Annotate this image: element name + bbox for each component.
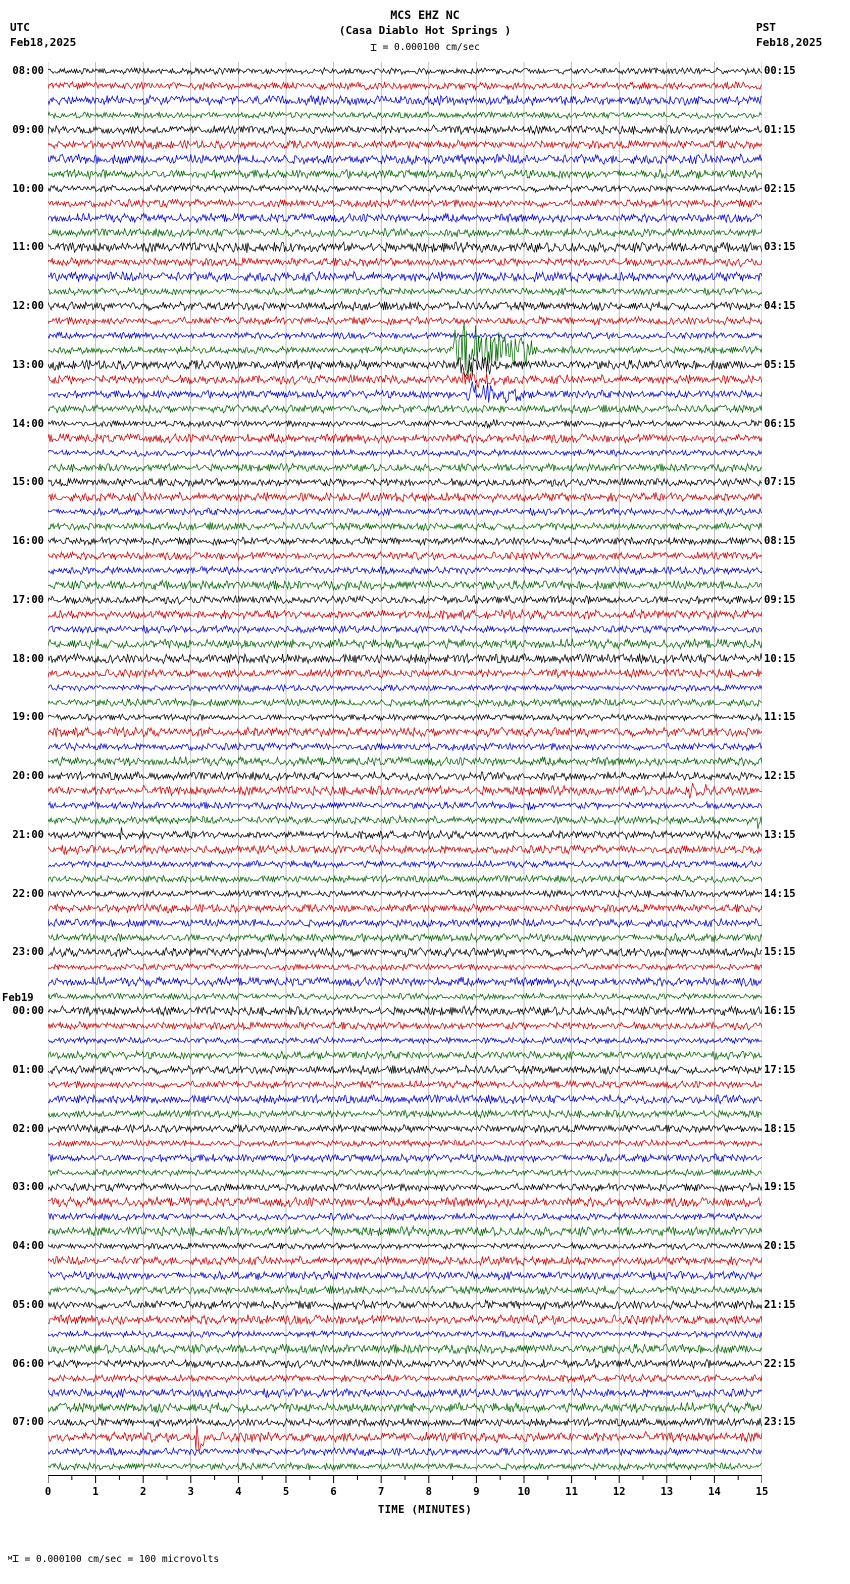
x-tick-label: 13 <box>660 1486 674 1498</box>
trace-line <box>48 382 762 403</box>
trace-line <box>48 82 762 90</box>
trace-line <box>48 653 762 664</box>
utc-hour-label: 21:00 <box>12 828 44 841</box>
trace-line <box>48 1169 762 1176</box>
utc-hour-label: 04:00 <box>12 1240 44 1253</box>
trace-line <box>48 890 762 898</box>
utc-hour-label: 19:00 <box>12 711 44 724</box>
trace-line <box>48 1022 762 1030</box>
scale-legend-text: = 0.000100 cm/sec <box>382 42 480 53</box>
x-tick-label: 14 <box>708 1486 721 1498</box>
pst-hour-label: 22:15 <box>764 1357 796 1370</box>
trace-line <box>48 948 762 958</box>
trace-line <box>48 639 762 649</box>
pst-hour-label: 23:15 <box>764 1416 796 1429</box>
trace-line <box>48 537 762 545</box>
utc-hour-label: 05:00 <box>12 1298 44 1311</box>
trace-line <box>48 95 762 105</box>
trace-line <box>48 1037 762 1044</box>
trace-line <box>48 463 762 472</box>
trace-line <box>48 1359 762 1368</box>
trace-line <box>48 271 762 282</box>
utc-hour-label: 11:00 <box>12 241 44 254</box>
pst-hour-label: 01:15 <box>764 123 796 136</box>
trace-line <box>48 1418 762 1427</box>
x-tick-label: 11 <box>565 1486 578 1498</box>
trace-line <box>48 918 762 927</box>
trace-line <box>48 1051 762 1059</box>
day-break-label: Feb19 <box>2 992 34 1005</box>
trace-line <box>48 522 762 530</box>
footer-prefix-icon: м <box>8 1554 13 1562</box>
trace-line <box>48 1271 762 1280</box>
header-center <box>0 8 850 38</box>
trace-line <box>48 816 762 829</box>
pst-hour-label: 05:15 <box>764 358 796 371</box>
scale-legend <box>0 40 850 53</box>
trace-line <box>48 977 762 987</box>
pst-hour-label: 02:15 <box>764 182 796 195</box>
trace-line <box>48 827 762 840</box>
trace-line <box>48 1140 762 1147</box>
trace-line <box>48 727 762 737</box>
trace-line <box>48 169 762 178</box>
utc-hour-label: 08:00 <box>12 65 44 78</box>
utc-hour-label: 13:00 <box>12 358 44 371</box>
trace-line <box>48 1448 762 1456</box>
pst-hour-label: 18:15 <box>764 1122 796 1135</box>
trace-line <box>48 1154 762 1162</box>
trace-line <box>48 1463 762 1471</box>
trace-line <box>48 772 762 781</box>
station-title: MCS EHZ NC <box>390 8 460 22</box>
utc-hour-label: 15:00 <box>12 476 44 489</box>
trace-line <box>48 1080 762 1088</box>
x-tick-label: 5 <box>282 1486 290 1498</box>
trace-line <box>48 1344 762 1354</box>
trace-line <box>48 904 762 913</box>
trace-line <box>48 242 762 253</box>
x-tick-label: 6 <box>330 1486 337 1498</box>
trace-line <box>48 845 762 854</box>
trace-line <box>48 492 762 502</box>
footer-scale-text: = 0.000100 cm/sec = 100 microvolts <box>24 1554 220 1565</box>
trace-line <box>48 288 762 295</box>
utc-hour-label: 22:00 <box>12 887 44 900</box>
trace-line <box>48 596 762 605</box>
x-tick-label: 3 <box>187 1486 194 1498</box>
trace-line <box>48 580 762 590</box>
utc-hour-label: 03:00 <box>12 1181 44 1194</box>
pst-hour-label: 12:15 <box>764 770 796 783</box>
trace-line <box>48 419 762 428</box>
pst-hour-label: 10:15 <box>764 652 796 665</box>
header-right <box>756 20 842 50</box>
pst-hour-label: 15:15 <box>764 946 796 959</box>
trace-line <box>48 302 762 311</box>
pst-hour-label: 20:15 <box>764 1240 796 1253</box>
trace-line <box>48 1331 762 1338</box>
trace-line <box>48 405 762 414</box>
trace-line <box>48 1374 762 1382</box>
trace-line <box>48 743 762 751</box>
trace-line <box>48 1226 762 1236</box>
trace-line <box>48 934 762 942</box>
pst-hour-label: 03:15 <box>764 241 796 254</box>
pst-hour-label: 00:15 <box>764 65 796 78</box>
pst-hour-label: 07:15 <box>764 476 796 489</box>
x-axis-title: TIME (MINUTES) <box>377 1504 473 1516</box>
trace-line <box>48 1243 762 1250</box>
header-left-date: Feb18,2025 <box>10 36 77 49</box>
footer-scale-bar-icon: ⌶ <box>12 1552 19 1565</box>
trace-line <box>48 1110 762 1119</box>
utc-hour-label: 20:00 <box>12 770 44 783</box>
x-axis <box>44 1472 769 1498</box>
trace-line <box>48 1425 762 1451</box>
trace-line <box>48 199 762 207</box>
trace-line <box>48 802 762 810</box>
trace-line <box>48 228 762 237</box>
utc-hour-label: 14:00 <box>12 417 44 430</box>
x-tick-label: 2 <box>140 1486 147 1498</box>
x-tick-label: 8 <box>425 1486 432 1498</box>
trace-line <box>48 1256 762 1266</box>
trace-line <box>48 714 762 721</box>
x-tick-label: 1 <box>92 1486 99 1498</box>
trace-line <box>48 433 762 443</box>
trace-line <box>48 1183 762 1191</box>
trace-line <box>48 685 762 692</box>
station-location: (Casa Diablo Hot Springs ) <box>338 24 512 37</box>
trace-line <box>48 125 762 134</box>
helicorder-plot <box>48 62 762 1472</box>
trace-line <box>48 610 762 620</box>
trace-line <box>48 478 762 487</box>
trace-line <box>48 669 762 678</box>
trace-line <box>48 258 762 267</box>
trace-line <box>48 1213 762 1221</box>
pst-hour-label: 19:15 <box>764 1181 796 1194</box>
trace-line <box>48 699 762 707</box>
trace-line <box>48 449 762 456</box>
trace-line <box>48 213 762 223</box>
header-left-timezone: UTC <box>10 21 30 34</box>
utc-hour-label: 12:00 <box>12 300 44 313</box>
trace-line <box>48 1125 762 1133</box>
utc-hour-label: 02:00 <box>12 1122 44 1135</box>
trace-line <box>48 875 762 883</box>
trace-line <box>48 964 762 971</box>
trace-line <box>48 757 762 767</box>
trace-line <box>48 1065 762 1074</box>
trace-line <box>48 357 762 377</box>
pst-hour-label: 14:15 <box>764 887 796 900</box>
pst-hour-label: 17:15 <box>764 1063 796 1076</box>
trace-line <box>48 373 762 388</box>
x-tick-label: 12 <box>612 1486 626 1498</box>
x-tick-label: 4 <box>235 1486 242 1498</box>
trace-line <box>48 567 762 575</box>
trace-line <box>48 112 762 119</box>
trace-line <box>48 154 762 165</box>
x-tick-label: 15 <box>755 1486 769 1498</box>
header-right-date: Feb18,2025 <box>756 36 823 49</box>
trace-line <box>48 332 762 339</box>
utc-hour-label: 10:00 <box>12 182 44 195</box>
trace-line <box>48 783 762 798</box>
x-tick-label: 7 <box>378 1486 385 1498</box>
utc-hour-label: 09:00 <box>12 123 44 136</box>
utc-hour-label: 07:00 <box>12 1416 44 1429</box>
header-right-timezone: PST <box>756 21 776 34</box>
pst-hour-label: 06:15 <box>764 417 796 430</box>
trace-line <box>48 1300 762 1310</box>
pst-hour-label: 13:15 <box>764 828 796 841</box>
pst-hour-label: 21:15 <box>764 1298 796 1311</box>
x-tick-label: 0 <box>44 1486 52 1498</box>
trace-line <box>48 508 762 516</box>
trace-line <box>48 323 762 376</box>
utc-hour-label: 00:00 <box>12 1005 44 1018</box>
trace-line <box>48 1286 762 1295</box>
utc-hour-label: 06:00 <box>12 1357 44 1370</box>
x-tick-label: 10 <box>517 1486 531 1498</box>
trace-line <box>48 185 762 192</box>
trace-line <box>48 1314 762 1325</box>
trace-line <box>48 1197 762 1208</box>
utc-hour-label: 18:00 <box>12 652 44 665</box>
trace-line <box>48 140 762 149</box>
utc-hour-label: 17:00 <box>12 593 44 606</box>
utc-hour-label: 01:00 <box>12 1063 44 1076</box>
x-tick-label: 9 <box>473 1486 480 1498</box>
pst-hour-label: 16:15 <box>764 1005 796 1018</box>
trace-line <box>48 860 762 867</box>
trace-line <box>48 68 762 75</box>
footer-scale-note <box>8 1552 219 1565</box>
trace-line <box>48 625 762 633</box>
trace-line <box>48 1095 762 1105</box>
pst-hour-label: 08:15 <box>764 535 796 548</box>
trace-line <box>48 1006 762 1016</box>
trace-line <box>48 1402 762 1412</box>
utc-hour-label: 16:00 <box>12 535 44 548</box>
utc-hour-label: 23:00 <box>12 946 44 959</box>
pst-hour-label: 11:15 <box>764 711 796 724</box>
trace-line <box>48 1388 762 1397</box>
pst-hour-label: 04:15 <box>764 300 796 313</box>
pst-hour-label: 09:15 <box>764 593 796 606</box>
trace-line <box>48 317 762 326</box>
scale-bar-icon: ⌶ <box>370 41 377 54</box>
trace-line <box>48 993 762 1000</box>
trace-line <box>48 552 762 560</box>
